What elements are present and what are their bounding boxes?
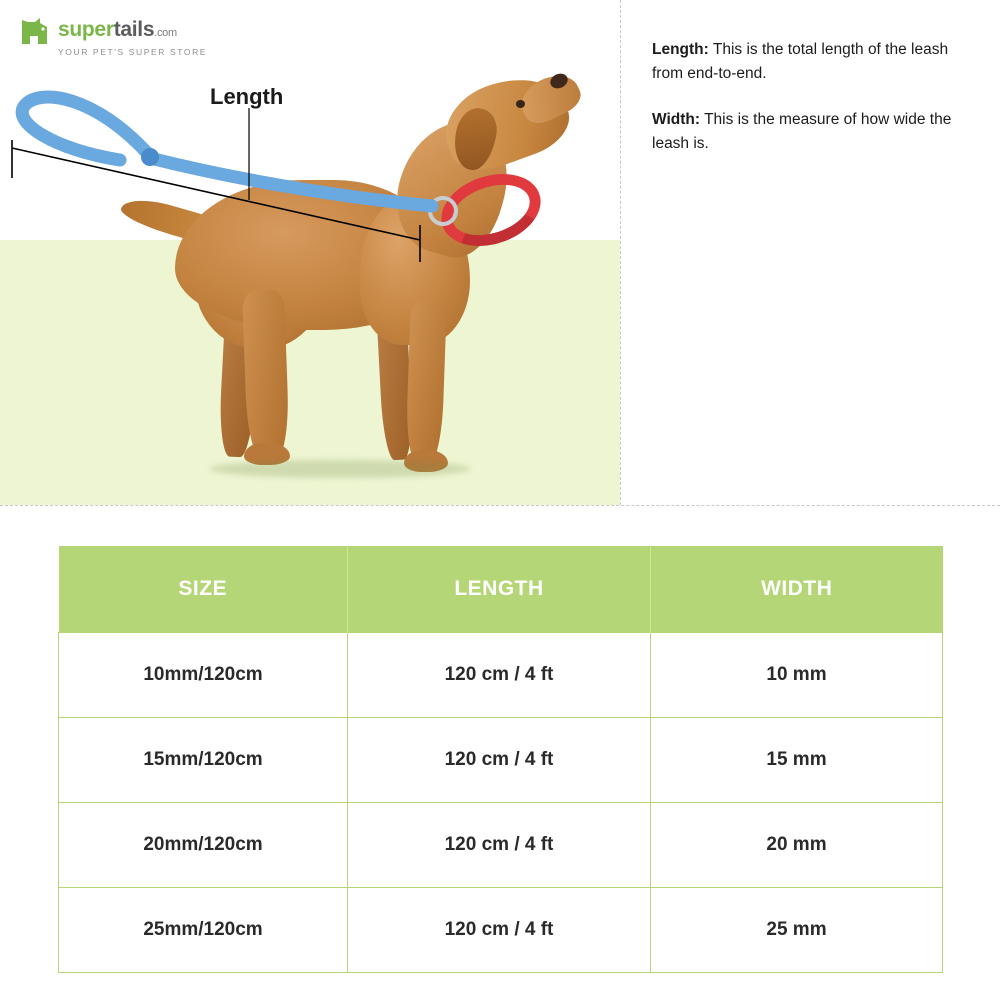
- cell-width: 25 mm: [651, 888, 943, 973]
- column-header-width: WIDTH: [651, 546, 943, 633]
- size-table-wrapper: [58, 546, 942, 973]
- brand-name-part1: super: [58, 18, 114, 41]
- cell-size: 25mm/120cm: [59, 888, 348, 973]
- info-text-length: This is the total length of the leash from end-to-end.: [652, 41, 949, 83]
- leash-illustration: [0, 0, 620, 505]
- table-row: [59, 803, 943, 888]
- brand-tagline: YOUR PET'S SUPER STORE: [58, 47, 208, 57]
- info-item-length: [652, 38, 962, 86]
- cell-length: 120 cm / 4 ft: [348, 888, 651, 973]
- cell-size: 20mm/120cm: [59, 803, 348, 888]
- info-panel: [652, 38, 962, 178]
- table-header-row: [59, 546, 943, 633]
- cell-length: 120 cm / 4 ft: [348, 718, 651, 803]
- info-text-width: This is the measure of how wide the leash is.: [652, 111, 952, 153]
- info-term-length: Length:: [652, 41, 709, 58]
- cell-width: 10 mm: [651, 633, 943, 718]
- brand-name-part2: tails: [113, 18, 155, 41]
- cell-length: 120 cm / 4 ft: [348, 633, 651, 718]
- table-row: [59, 718, 943, 803]
- size-table: [58, 546, 943, 973]
- horizontal-divider: [0, 505, 1000, 506]
- table-row: [59, 888, 943, 973]
- cell-length: 120 cm / 4 ft: [348, 803, 651, 888]
- cell-size: 10mm/120cm: [59, 633, 348, 718]
- cell-size: 15mm/120cm: [59, 718, 348, 803]
- length-callout-label: Length: [210, 84, 284, 109]
- info-term-width: Width:: [652, 111, 701, 129]
- table-row: [59, 633, 943, 718]
- leash-and-measure-lines: [0, 0, 620, 505]
- brand-domain: .com: [154, 27, 177, 39]
- vertical-divider: [620, 0, 621, 505]
- cell-width: 20 mm: [651, 803, 943, 888]
- cell-width: 15 mm: [651, 718, 943, 803]
- column-header-size: SIZE: [59, 546, 348, 633]
- info-item-width: [652, 108, 962, 156]
- column-header-length: LENGTH: [348, 546, 651, 633]
